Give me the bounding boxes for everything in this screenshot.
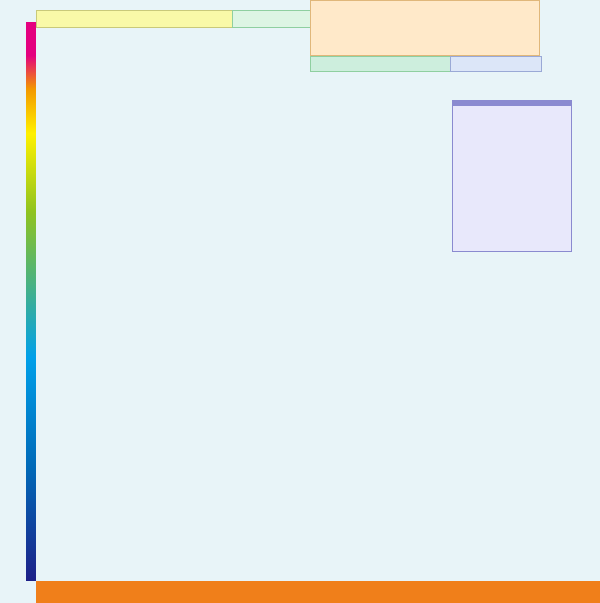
legend-box [452,100,572,252]
tdp-mobile [310,56,452,72]
legend-amd-header [453,104,571,106]
tdp-desktop [36,10,234,28]
tdp-ulv [450,56,542,72]
tdp-desktop-lowpower [232,10,312,28]
chart-title [36,581,600,603]
performance-gradient-strip [26,22,36,581]
create-by-box [310,0,540,56]
